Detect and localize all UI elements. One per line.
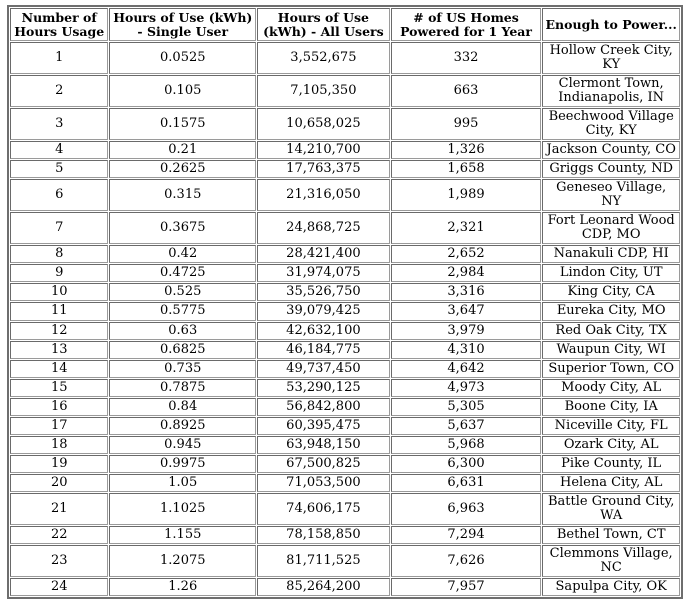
table-cell: 49,737,450 — [257, 360, 390, 378]
table-cell: 5 — [10, 160, 108, 178]
table-cell: 7,105,350 — [257, 75, 390, 107]
table-cell: Geneseo Village, NY — [542, 179, 680, 211]
table-cell: 3,979 — [391, 322, 542, 340]
table-cell: Pike County, IL — [542, 455, 680, 473]
table-cell: 0.9975 — [109, 455, 256, 473]
table-row — [10, 264, 680, 282]
table-cell: 0.525 — [109, 283, 256, 301]
table-row — [10, 42, 680, 74]
table-cell: Griggs County, ND — [542, 160, 680, 178]
table-row — [10, 141, 680, 159]
table-cell: 4,973 — [391, 379, 542, 397]
table-cell: 12 — [10, 322, 108, 340]
table-cell: Hollow Creek City, KY — [542, 42, 680, 74]
table-cell: 71,053,500 — [257, 474, 390, 492]
table-cell: 14,210,700 — [257, 141, 390, 159]
table-cell: 3 — [10, 108, 108, 140]
table-cell: Bethel Town, CT — [542, 526, 680, 544]
table-cell: Clermont Town, Indianapolis, IN — [542, 75, 680, 107]
table-row — [10, 341, 680, 359]
table-cell: 6,963 — [391, 493, 542, 525]
table-cell: 0.735 — [109, 360, 256, 378]
table-cell: 21 — [10, 493, 108, 525]
table-cell: 39,079,425 — [257, 302, 390, 320]
table-cell: 6 — [10, 179, 108, 211]
table-cell: 1.155 — [109, 526, 256, 544]
table-cell: 1.26 — [109, 578, 256, 596]
table-row — [10, 179, 680, 211]
table-cell: Fort Leonard Wood CDP, MO — [542, 212, 680, 244]
table-cell: 21,316,050 — [257, 179, 390, 211]
table-cell: 995 — [391, 108, 542, 140]
table-cell: 4 — [10, 141, 108, 159]
table-cell: Battle Ground City, WA — [542, 493, 680, 525]
table-cell: 3,647 — [391, 302, 542, 320]
table-cell: Superior Town, CO — [542, 360, 680, 378]
table-cell: 7,626 — [391, 545, 542, 577]
table-cell: 0.84 — [109, 398, 256, 416]
column-header-homes-powered: # of US Homes Powered for 1 Year — [391, 8, 542, 41]
table-cell: 5,968 — [391, 436, 542, 454]
table-header — [10, 8, 680, 41]
table-cell: 42,632,100 — [257, 322, 390, 340]
table-cell: 18 — [10, 436, 108, 454]
energy-usage-table — [7, 5, 683, 599]
table-row — [10, 245, 680, 263]
table-cell: 85,264,200 — [257, 578, 390, 596]
table-cell: 663 — [391, 75, 542, 107]
table-cell: 0.42 — [109, 245, 256, 263]
table-cell: 17 — [10, 417, 108, 435]
table-cell: Moody City, AL — [542, 379, 680, 397]
table-row — [10, 160, 680, 178]
table-cell: 3,552,675 — [257, 42, 390, 74]
table-cell: 2,652 — [391, 245, 542, 263]
table-cell: 0.945 — [109, 436, 256, 454]
column-header-hours-usage: Number of Hours Usage — [10, 8, 108, 41]
table-cell: 5,305 — [391, 398, 542, 416]
table-cell: Helena City, AL — [542, 474, 680, 492]
table-cell: 6,631 — [391, 474, 542, 492]
table-cell: 53,290,125 — [257, 379, 390, 397]
table-cell: 0.7875 — [109, 379, 256, 397]
table-cell: 2,321 — [391, 212, 542, 244]
table-cell: 8 — [10, 245, 108, 263]
table-cell: 0.2625 — [109, 160, 256, 178]
table-row — [10, 493, 680, 525]
table-cell: 0.21 — [109, 141, 256, 159]
table-row — [10, 474, 680, 492]
table-cell: 31,974,075 — [257, 264, 390, 282]
table-cell: 1 — [10, 42, 108, 74]
column-header-kwh-all-users: Hours of Use (kWh) - All Users — [257, 8, 390, 41]
table-cell: 46,184,775 — [257, 341, 390, 359]
table-row — [10, 578, 680, 596]
table-cell: 1.05 — [109, 474, 256, 492]
table-cell: Red Oak City, TX — [542, 322, 680, 340]
table-cell: Ozark City, AL — [542, 436, 680, 454]
table-row — [10, 545, 680, 577]
table-cell: Boone City, IA — [542, 398, 680, 416]
table-cell: 0.315 — [109, 179, 256, 211]
table-cell: 332 — [391, 42, 542, 74]
table-cell: 4,310 — [391, 341, 542, 359]
table-row — [10, 417, 680, 435]
table-cell: 7 — [10, 212, 108, 244]
table-cell: 7,957 — [391, 578, 542, 596]
table-cell: 20 — [10, 474, 108, 492]
table-cell: 60,395,475 — [257, 417, 390, 435]
table-row — [10, 455, 680, 473]
table-cell: Nanakuli CDP, HI — [542, 245, 680, 263]
table-cell: 0.63 — [109, 322, 256, 340]
table-cell: 67,500,825 — [257, 455, 390, 473]
table-cell: 28,421,400 — [257, 245, 390, 263]
column-header-enough-to-power: Enough to Power... — [542, 8, 680, 41]
table-cell: 23 — [10, 545, 108, 577]
table-cell: Waupun City, WI — [542, 341, 680, 359]
table-cell: 24,868,725 — [257, 212, 390, 244]
table-cell: 63,948,150 — [257, 436, 390, 454]
table-row — [10, 322, 680, 340]
table-body — [10, 42, 680, 596]
table-row — [10, 398, 680, 416]
table-cell: 81,711,525 — [257, 545, 390, 577]
header-row — [10, 8, 680, 41]
table-cell: 2,984 — [391, 264, 542, 282]
table-row — [10, 360, 680, 378]
table-cell: 22 — [10, 526, 108, 544]
table-row — [10, 302, 680, 320]
table-row — [10, 75, 680, 107]
table-cell: King City, CA — [542, 283, 680, 301]
table-cell: 14 — [10, 360, 108, 378]
table-cell: 35,526,750 — [257, 283, 390, 301]
table-cell: Niceville City, FL — [542, 417, 680, 435]
table-cell: 0.5775 — [109, 302, 256, 320]
table-cell: 9 — [10, 264, 108, 282]
table-cell: 7,294 — [391, 526, 542, 544]
table-cell: 6,300 — [391, 455, 542, 473]
table-row — [10, 283, 680, 301]
table-cell: Beechwood Village City, KY — [542, 108, 680, 140]
table-cell: 1,989 — [391, 179, 542, 211]
table-cell: 11 — [10, 302, 108, 320]
table-cell: 0.1575 — [109, 108, 256, 140]
table-cell: 0.8925 — [109, 417, 256, 435]
table-cell: 5,637 — [391, 417, 542, 435]
table-cell: 0.0525 — [109, 42, 256, 74]
table-cell: Sapulpa City, OK — [542, 578, 680, 596]
table-cell: 1.2075 — [109, 545, 256, 577]
table-cell: 24 — [10, 578, 108, 596]
table-cell: 0.3675 — [109, 212, 256, 244]
column-header-kwh-single-user: Hours of Use (kWh) - Single User — [109, 8, 256, 41]
table-cell: 0.4725 — [109, 264, 256, 282]
table-row — [10, 108, 680, 140]
table-cell: 1,658 — [391, 160, 542, 178]
table-cell: 15 — [10, 379, 108, 397]
table-cell: 1,326 — [391, 141, 542, 159]
table-cell: 16 — [10, 398, 108, 416]
table-cell: 13 — [10, 341, 108, 359]
table-cell: 4,642 — [391, 360, 542, 378]
table-cell: 17,763,375 — [257, 160, 390, 178]
table-cell: 3,316 — [391, 283, 542, 301]
table-cell: 56,842,800 — [257, 398, 390, 416]
table-cell: Clemmons Village, NC — [542, 545, 680, 577]
table-row — [10, 379, 680, 397]
table-cell: Eureka City, MO — [542, 302, 680, 320]
table-cell: 19 — [10, 455, 108, 473]
table-row — [10, 436, 680, 454]
table-cell: 1.1025 — [109, 493, 256, 525]
table-cell: 74,606,175 — [257, 493, 390, 525]
table-cell: 78,158,850 — [257, 526, 390, 544]
table-cell: 10,658,025 — [257, 108, 390, 140]
table-row — [10, 212, 680, 244]
table-cell: 10 — [10, 283, 108, 301]
table-cell: 0.6825 — [109, 341, 256, 359]
table-cell: Jackson County, CO — [542, 141, 680, 159]
table-row — [10, 526, 680, 544]
table-cell: Lindon City, UT — [542, 264, 680, 282]
table-cell: 0.105 — [109, 75, 256, 107]
table-cell: 2 — [10, 75, 108, 107]
